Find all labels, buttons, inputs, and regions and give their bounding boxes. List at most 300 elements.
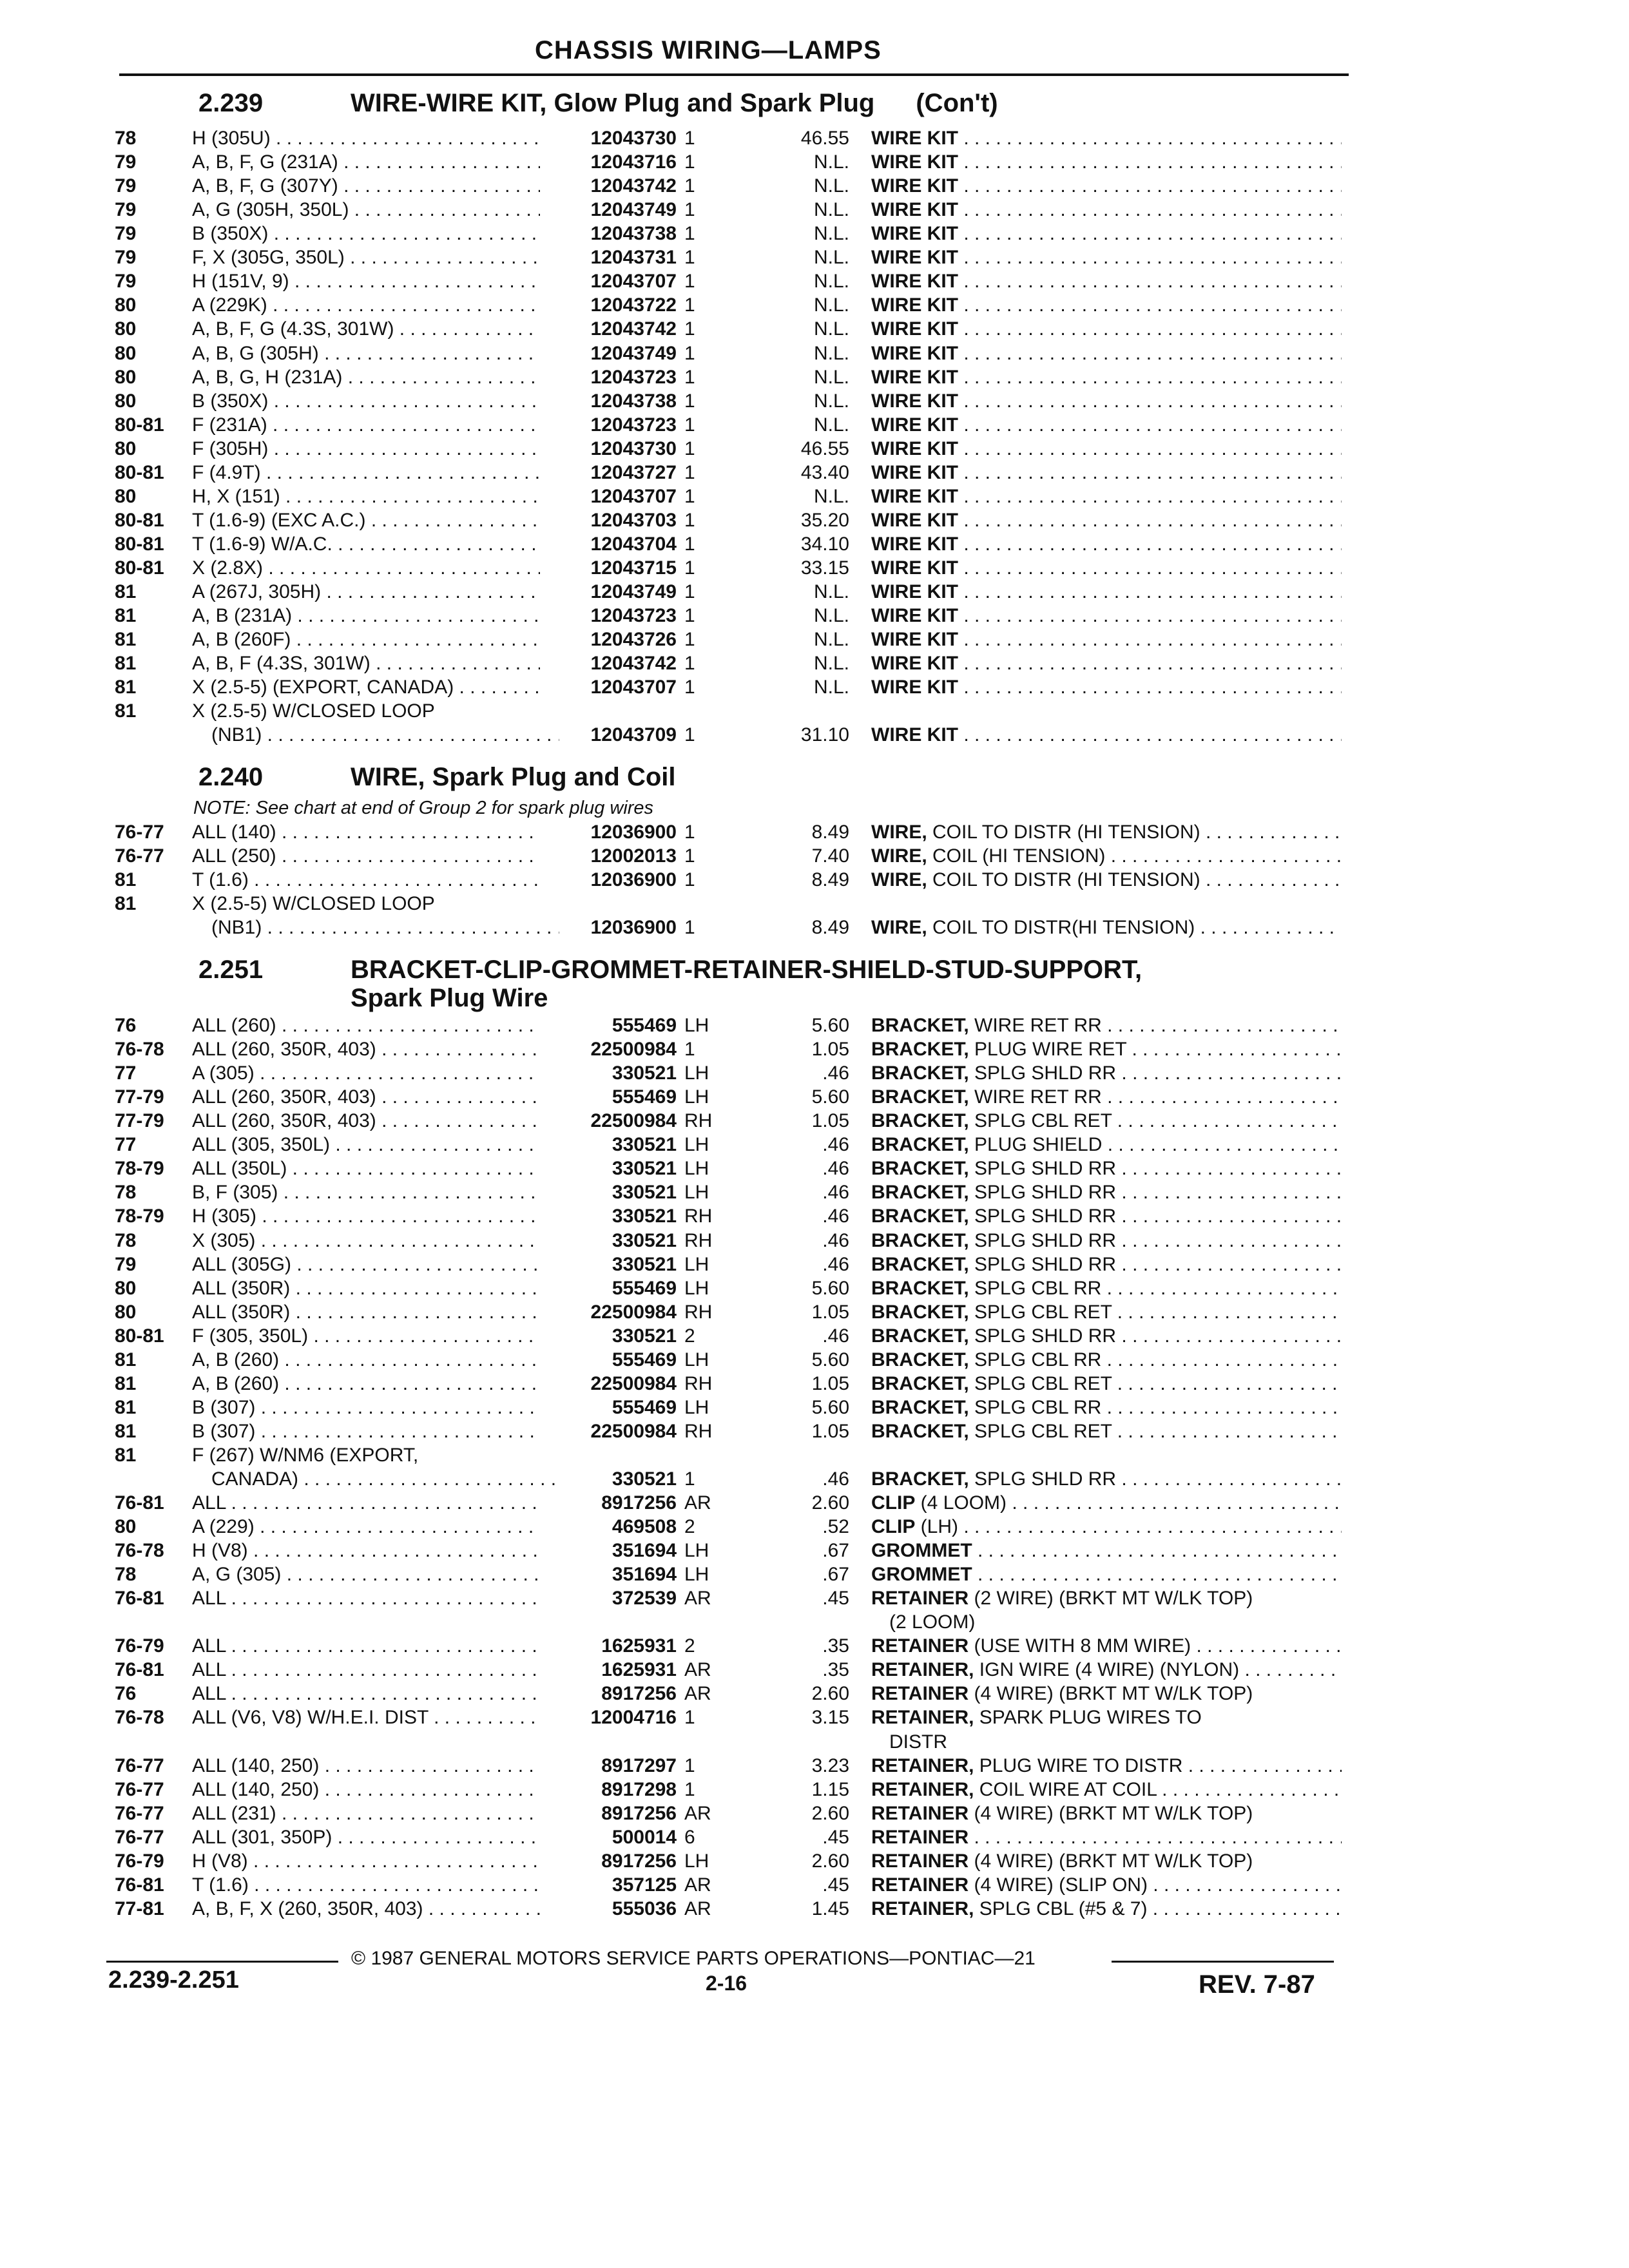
footer-page-number: 2-16 xyxy=(706,1972,747,1995)
table-row xyxy=(0,532,1629,556)
row-application: ALL (350R) . . . xyxy=(192,1300,540,1324)
row-year: 76-79 xyxy=(115,1635,164,1657)
row-year: 79 xyxy=(115,151,137,173)
row-part-number: 8917256 xyxy=(601,1802,677,1824)
table-row xyxy=(0,174,1629,198)
row-price: 1.05 xyxy=(811,1301,849,1323)
row-price: 5.60 xyxy=(811,1015,849,1036)
row-year: 76-81 xyxy=(115,1874,164,1896)
row-description-keyword: BRACKET, xyxy=(871,1158,969,1180)
row-application: ALL (260, 350R, 403) . . . xyxy=(192,1085,540,1109)
table-row xyxy=(0,341,1629,365)
row-description xyxy=(871,651,1342,675)
row-part-number: 12043749 xyxy=(590,342,677,364)
row-description-detail: PLUG WIRE TO DISTR xyxy=(974,1754,1183,1776)
row-quantity: LH xyxy=(684,1062,709,1084)
row-description xyxy=(871,485,1342,508)
row-part-number: 330521 xyxy=(612,1206,677,1227)
row-quantity: 1 xyxy=(684,318,695,340)
row-quantity: 1 xyxy=(684,845,695,867)
table-row xyxy=(0,1706,1629,1729)
table-row xyxy=(0,150,1629,174)
row-part-number: 330521 xyxy=(612,1134,677,1156)
row-description-keyword: BRACKET, xyxy=(871,1110,969,1132)
table-row xyxy=(0,1515,1629,1539)
row-year: 76-79 xyxy=(115,1850,164,1872)
row-description-keyword: BRACKET, xyxy=(871,1039,969,1060)
table-row xyxy=(0,844,1629,868)
row-description-keyword: WIRE KIT xyxy=(871,294,958,316)
row-year: 77-79 xyxy=(115,1086,164,1108)
table-row xyxy=(0,269,1629,293)
table-row xyxy=(0,1253,1629,1276)
row-description-detail: (2 WIRE) (BRKT MT W/LK TOP) xyxy=(969,1588,1253,1610)
row-description-keyword: CLIP xyxy=(871,1492,916,1514)
row-description-detail: (4 LOOM) xyxy=(915,1492,1007,1514)
row-quantity: 2 xyxy=(684,1635,695,1657)
row-description xyxy=(871,1467,1342,1491)
row-description-detail: (LH) xyxy=(915,1516,959,1538)
row-application: A, B, G (305H) . . . xyxy=(192,341,540,365)
row-application: H, X (151) . . . xyxy=(192,485,540,508)
row-quantity: 1 xyxy=(684,581,695,602)
row-quantity: RH xyxy=(684,1420,713,1442)
row-application: ALL (301, 350P) . . . xyxy=(192,1825,540,1849)
table-row xyxy=(0,604,1629,628)
row-description-keyword: WIRE, xyxy=(871,917,927,939)
row-description-keyword: BRACKET, xyxy=(871,1015,969,1036)
row-price: N.L. xyxy=(813,247,849,269)
row-description xyxy=(871,1515,1342,1539)
row-quantity: LH xyxy=(684,1253,709,1275)
row-application: (NB1) . . . xyxy=(192,916,559,939)
row-part-number: 1625931 xyxy=(601,1635,677,1657)
row-part-number: 357125 xyxy=(612,1874,677,1896)
row-description xyxy=(871,1109,1342,1133)
row-description-keyword: WIRE KIT xyxy=(871,629,958,650)
row-quantity: LH xyxy=(684,1540,709,1562)
row-quantity: LH xyxy=(684,1086,709,1108)
row-part-number: 12043730 xyxy=(590,128,677,149)
row-part-number: 555469 xyxy=(612,1015,677,1036)
table-row xyxy=(0,1491,1629,1515)
table-row xyxy=(0,1658,1629,1682)
row-price: .45 xyxy=(822,1826,849,1848)
row-price: N.L. xyxy=(813,342,849,364)
row-price: 1.05 xyxy=(811,1420,849,1442)
row-description xyxy=(871,1754,1342,1778)
row-description-keyword: BRACKET, xyxy=(871,1062,969,1084)
table-row xyxy=(0,1157,1629,1180)
row-application: B (350X) . . . xyxy=(192,389,540,413)
row-application: ALL (260, 350R, 403) . . . xyxy=(192,1037,540,1061)
row-application: A, B, G, H (231A) . . . xyxy=(192,365,540,389)
row-application: A (229) . . . xyxy=(192,1515,540,1539)
row-price: 34.10 xyxy=(800,533,849,555)
table-row xyxy=(0,198,1629,222)
row-description xyxy=(871,1825,1342,1849)
row-quantity: LH xyxy=(684,1850,709,1872)
row-description xyxy=(871,341,1342,365)
row-application: B, F (305) . . . xyxy=(192,1180,540,1204)
row-application: T (1.6) . . . xyxy=(192,1873,540,1897)
table-row xyxy=(0,1778,1629,1802)
row-part-number: 8917256 xyxy=(601,1683,677,1705)
row-part-number: 12043726 xyxy=(590,629,677,650)
row-quantity: RH xyxy=(684,1206,713,1227)
footer-rule-left xyxy=(106,1961,338,1963)
row-year: 79 xyxy=(115,271,137,293)
table-row xyxy=(0,868,1629,892)
row-quantity: LH xyxy=(684,1349,709,1370)
row-description xyxy=(871,868,1342,892)
row-quantity: 1 xyxy=(684,677,695,698)
table-row xyxy=(0,1682,1629,1706)
row-application: A, B (231A) . . . xyxy=(192,604,540,628)
row-description xyxy=(871,437,1342,461)
row-application: A, B, F, X (260, 350R, 403) . . . xyxy=(192,1897,540,1921)
row-description-detail: WIRE RET RR xyxy=(969,1086,1102,1108)
row-part-number: 12043738 xyxy=(590,223,677,245)
row-price: .46 xyxy=(822,1158,849,1180)
row-quantity: 1 xyxy=(684,724,695,746)
row-year: 76-78 xyxy=(115,1707,164,1729)
table-row xyxy=(0,1562,1629,1586)
row-price: 2.60 xyxy=(811,1850,849,1872)
section-note: NOTE: See chart at end of Group 2 for spark plug wires xyxy=(193,798,654,818)
row-price: 2.60 xyxy=(811,1683,849,1705)
row-year: 76-81 xyxy=(115,1492,164,1514)
row-description-keyword: RETAINER, xyxy=(871,1898,974,1919)
row-description-keyword: WIRE KIT xyxy=(871,581,958,602)
table-row xyxy=(0,1109,1629,1133)
row-description-keyword: WIRE KIT xyxy=(871,605,958,626)
row-description xyxy=(871,1849,1342,1873)
row-quantity: 1 xyxy=(684,437,695,459)
row-part-number: 22500984 xyxy=(590,1372,677,1394)
row-application: H (V8) . . . xyxy=(192,1539,540,1562)
row-year: 77 xyxy=(115,1062,137,1084)
row-year: 80 xyxy=(115,366,137,388)
row-description xyxy=(871,675,1342,699)
row-price: 43.40 xyxy=(800,461,849,483)
row-description-keyword: BRACKET, xyxy=(871,1086,969,1108)
row-year: 81 xyxy=(115,605,137,626)
row-description xyxy=(871,580,1342,604)
table-row xyxy=(0,1539,1629,1562)
table-row xyxy=(0,245,1629,269)
row-description-keyword: BRACKET, xyxy=(871,1420,969,1442)
table-row xyxy=(0,222,1629,245)
row-application: A, B, F, G (231A) . . . xyxy=(192,150,540,174)
row-year: 81 xyxy=(115,1372,137,1394)
row-description-detail: SPLG SHLD RR xyxy=(969,1062,1117,1084)
row-year: 79 xyxy=(115,247,137,269)
row-part-number: 330521 xyxy=(612,1158,677,1180)
row-application: F (231A) . . . xyxy=(192,413,540,437)
row-price: .35 xyxy=(822,1659,849,1681)
row-year: 81 xyxy=(115,1420,137,1442)
table-row xyxy=(0,651,1629,675)
row-price: N.L. xyxy=(813,485,849,507)
row-price: .46 xyxy=(822,1229,849,1251)
row-description xyxy=(871,461,1342,485)
table-row xyxy=(0,413,1629,437)
row-description-detail: SPLG CBL RR xyxy=(969,1349,1102,1370)
row-quantity: 1 xyxy=(684,1778,695,1800)
row-part-number: 12043723 xyxy=(590,366,677,388)
row-year: 81 xyxy=(115,1396,137,1418)
section-continued: (Con't) xyxy=(916,89,998,117)
row-year: 76-81 xyxy=(115,1588,164,1610)
row-description xyxy=(871,1539,1342,1562)
row-year: 79 xyxy=(115,223,137,245)
row-application: A, B, F, G (307Y) . . . xyxy=(192,174,540,198)
row-application: F (4.9T) . . . xyxy=(192,461,540,485)
row-quantity: AR xyxy=(684,1683,711,1705)
row-description-keyword: BRACKET, xyxy=(871,1325,969,1347)
row-application: ALL . . . xyxy=(192,1634,540,1658)
row-description-detail: SPLG SHLD RR xyxy=(969,1158,1117,1180)
row-quantity: 1 xyxy=(684,414,695,436)
row-price: N.L. xyxy=(813,175,849,197)
row-description-detail: SPARK PLUG WIRES TO xyxy=(974,1707,1202,1729)
row-description-detail: SPLG SHLD RR xyxy=(969,1206,1117,1227)
row-application: A (305) . . . xyxy=(192,1061,540,1085)
table-row xyxy=(0,820,1629,844)
row-description xyxy=(871,1180,1342,1204)
row-part-number: 12043742 xyxy=(590,653,677,675)
table-row xyxy=(0,485,1629,508)
row-quantity: 1 xyxy=(684,175,695,197)
row-price: 1.05 xyxy=(811,1110,849,1132)
row-quantity: 1 xyxy=(684,199,695,221)
row-application: ALL (140, 250) . . . xyxy=(192,1778,540,1802)
row-price: .45 xyxy=(822,1588,849,1610)
row-description-detail: WIRE RET RR xyxy=(969,1015,1102,1036)
row-year: 80-81 xyxy=(115,533,164,555)
row-price: N.L. xyxy=(813,414,849,436)
row-application: B (307) . . . xyxy=(192,1419,540,1443)
row-description-detail: COIL WIRE AT COIL xyxy=(974,1778,1157,1800)
row-part-number: 351694 xyxy=(612,1564,677,1586)
row-year: 76-78 xyxy=(115,1039,164,1060)
row-price: N.L. xyxy=(813,653,849,675)
row-quantity: AR xyxy=(684,1898,711,1919)
row-part-number: 12043742 xyxy=(590,318,677,340)
row-part-number: 12043723 xyxy=(590,605,677,626)
row-price: 31.10 xyxy=(800,724,849,746)
row-description-detail: (4 WIRE) (BRKT MT W/LK TOP) xyxy=(969,1683,1253,1705)
row-description-keyword: RETAINER xyxy=(871,1802,969,1824)
row-part-number: 351694 xyxy=(612,1540,677,1562)
row-description-keyword: WIRE KIT xyxy=(871,199,958,221)
row-description xyxy=(871,1085,1342,1109)
row-quantity: 1 xyxy=(684,128,695,149)
row-description xyxy=(871,556,1342,580)
row-application: A, B (260F) . . . xyxy=(192,628,540,651)
row-quantity: 1 xyxy=(684,509,695,531)
row-year: 80 xyxy=(115,485,137,507)
row-description xyxy=(871,150,1342,174)
row-description-keyword: WIRE KIT xyxy=(871,175,958,197)
row-year: 80-81 xyxy=(115,509,164,531)
row-part-number: 330521 xyxy=(612,1229,677,1251)
row-description-detail: SPLG CBL RET xyxy=(969,1110,1112,1132)
table-row xyxy=(0,1849,1629,1873)
row-description xyxy=(871,293,1342,317)
row-part-number: 330521 xyxy=(612,1182,677,1204)
row-application: T (1.6-9) W/A.C. . . . xyxy=(192,532,540,556)
row-description xyxy=(871,1061,1342,1085)
section-heading xyxy=(198,89,998,118)
row-description-keyword: WIRE KIT xyxy=(871,390,958,412)
row-quantity: 1 xyxy=(684,653,695,675)
row-quantity: 1 xyxy=(684,271,695,293)
row-year: 79 xyxy=(115,175,137,197)
row-price: 5.60 xyxy=(811,1086,849,1108)
row-year: 80 xyxy=(115,1277,137,1299)
row-price: .67 xyxy=(822,1564,849,1586)
row-description xyxy=(871,1491,1342,1515)
row-quantity: 1 xyxy=(684,1468,695,1490)
row-price: N.L. xyxy=(813,318,849,340)
table-row xyxy=(0,1300,1629,1324)
row-description xyxy=(871,1372,1342,1396)
table-row xyxy=(0,1443,1629,1467)
row-part-number: 555469 xyxy=(612,1086,677,1108)
row-year: 80 xyxy=(115,390,137,412)
row-application: H (305U) . . . xyxy=(192,126,540,150)
row-part-number: 12043730 xyxy=(590,437,677,459)
row-price: 8.49 xyxy=(811,822,849,843)
row-quantity: LH xyxy=(684,1564,709,1586)
row-quantity: AR xyxy=(684,1874,711,1896)
row-description-keyword: WIRE KIT xyxy=(871,509,958,531)
table-row xyxy=(0,1610,1629,1634)
row-price: .46 xyxy=(822,1468,849,1490)
row-description xyxy=(871,126,1342,150)
row-description-detail: SPLG CBL RET xyxy=(969,1372,1112,1394)
row-description xyxy=(871,1324,1342,1348)
section-title: WIRE-WIRE KIT, Glow Plug and Spark Plug xyxy=(351,89,875,117)
row-price: N.L. xyxy=(813,390,849,412)
row-price: N.L. xyxy=(813,271,849,293)
row-part-number: 330521 xyxy=(612,1062,677,1084)
row-quantity: LH xyxy=(684,1277,709,1299)
table-row xyxy=(0,365,1629,389)
row-price: N.L. xyxy=(813,366,849,388)
row-year: 81 xyxy=(115,677,137,698)
row-description xyxy=(871,1562,1342,1586)
row-description-detail: (4 WIRE) (BRKT MT W/LK TOP) xyxy=(969,1850,1253,1872)
row-description xyxy=(871,1300,1342,1324)
row-description-keyword: WIRE KIT xyxy=(871,653,958,675)
row-price: 3.15 xyxy=(811,1707,849,1729)
row-price: 8.49 xyxy=(811,869,849,891)
row-quantity: AR xyxy=(684,1659,711,1681)
row-price: 5.60 xyxy=(811,1396,849,1418)
row-description-keyword: RETAINER xyxy=(871,1874,969,1896)
row-price: N.L. xyxy=(813,605,849,626)
row-application: A, G (305) . . . xyxy=(192,1562,540,1586)
row-price: .35 xyxy=(822,1635,849,1657)
table-row xyxy=(0,556,1629,580)
table-row xyxy=(0,293,1629,317)
row-quantity: 1 xyxy=(684,557,695,579)
row-part-number: 12043722 xyxy=(590,294,677,316)
table-row xyxy=(0,1348,1629,1372)
table-row xyxy=(0,1014,1629,1037)
row-description-detail: PLUG WIRE RET xyxy=(969,1039,1127,1060)
table-row xyxy=(0,1730,1629,1754)
row-part-number: 555469 xyxy=(612,1396,677,1418)
row-description xyxy=(871,413,1342,437)
row-quantity: 1 xyxy=(684,1754,695,1776)
row-application: ALL (260) . . . xyxy=(192,1014,540,1037)
row-description xyxy=(871,916,1342,939)
row-description-detail: SPLG CBL RR xyxy=(969,1277,1102,1299)
row-description xyxy=(871,269,1342,293)
row-year: 76 xyxy=(115,1015,137,1036)
row-quantity: 2 xyxy=(684,1516,695,1538)
row-description xyxy=(871,1682,1342,1706)
row-part-number: 555036 xyxy=(612,1898,677,1919)
row-year: 80-81 xyxy=(115,461,164,483)
row-description-keyword: WIRE KIT xyxy=(871,485,958,507)
row-description xyxy=(871,1419,1342,1443)
row-price: 1.15 xyxy=(811,1778,849,1800)
row-application: CANADA) . . . xyxy=(192,1467,559,1491)
row-description-keyword: GROMMET xyxy=(871,1564,972,1586)
row-description-keyword: WIRE KIT xyxy=(871,533,958,555)
row-description xyxy=(871,365,1342,389)
row-year: 79 xyxy=(115,1253,137,1275)
table-row xyxy=(0,508,1629,532)
row-application: X (2.5-5) W/CLOSED LOOP xyxy=(192,700,435,722)
row-quantity: RH xyxy=(684,1372,713,1394)
row-description xyxy=(871,604,1342,628)
row-description xyxy=(871,1873,1342,1897)
row-description-keyword: WIRE KIT xyxy=(871,318,958,340)
row-description-keyword: WIRE KIT xyxy=(871,437,958,459)
row-description-keyword: RETAINER xyxy=(871,1588,969,1610)
row-part-number: 12043703 xyxy=(590,509,677,531)
row-year: 80 xyxy=(115,342,137,364)
row-description-keyword: WIRE, xyxy=(871,869,927,891)
row-year: 80 xyxy=(115,318,137,340)
row-year: 76-77 xyxy=(115,822,164,843)
row-part-number: 12043742 xyxy=(590,175,677,197)
row-part-number: 12043723 xyxy=(590,414,677,436)
row-year: 81 xyxy=(115,653,137,675)
row-part-number: 8917256 xyxy=(601,1492,677,1514)
table-row xyxy=(0,461,1629,485)
table-row xyxy=(0,1897,1629,1921)
section-heading xyxy=(198,763,676,792)
row-year: 76-81 xyxy=(115,1659,164,1681)
row-part-number: 12043727 xyxy=(590,461,677,483)
table-row xyxy=(0,437,1629,461)
row-application: H (V8) . . . xyxy=(192,1849,540,1873)
row-application: ALL (350L) . . . xyxy=(192,1157,540,1180)
row-part-number: 8917297 xyxy=(601,1754,677,1776)
row-part-number: 22500984 xyxy=(590,1420,677,1442)
row-description-keyword: BRACKET, xyxy=(871,1229,969,1251)
table-row xyxy=(0,1825,1629,1849)
row-description-keyword: WIRE KIT xyxy=(871,151,958,173)
row-description-keyword: RETAINER xyxy=(871,1635,969,1657)
